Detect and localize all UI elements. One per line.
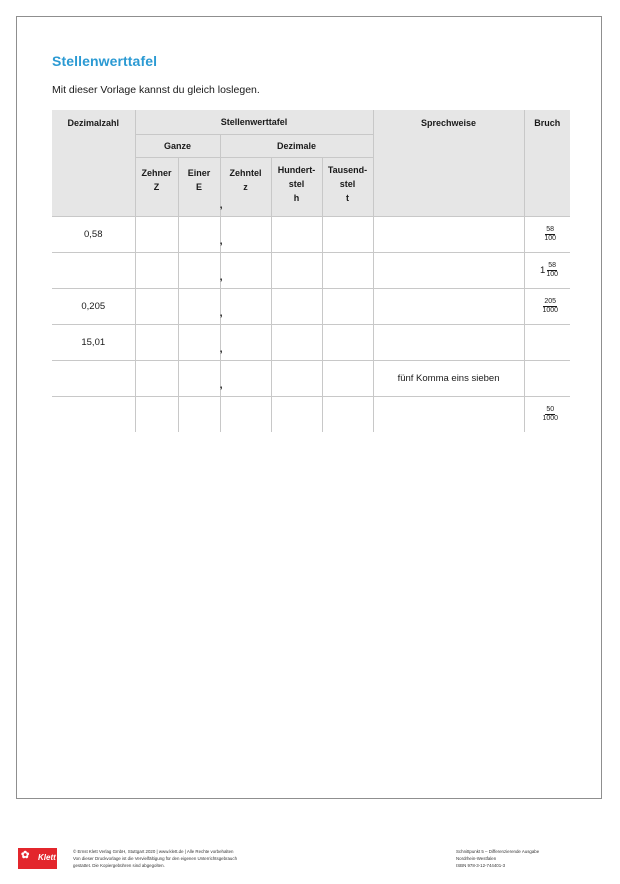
mixed-number xyxy=(540,262,558,279)
decimal-comma: , xyxy=(219,308,223,319)
cell-hundertstel xyxy=(271,397,322,433)
mixed-number-whole: 1 xyxy=(540,265,546,276)
header-bruch: Bruch xyxy=(524,110,570,217)
cell-sprechweise xyxy=(373,253,524,289)
fraction-numerator: 58 xyxy=(546,226,555,233)
cell-dezimalzahl: 15,01 xyxy=(52,325,135,361)
table-row xyxy=(52,217,570,253)
cell-tausendstel xyxy=(322,397,373,433)
klett-logo xyxy=(18,848,57,869)
cell-zehntel xyxy=(220,289,271,325)
fraction xyxy=(542,406,558,423)
decimal-comma: , xyxy=(219,380,223,391)
page-footer xyxy=(18,846,578,870)
cell-zehner xyxy=(135,325,178,361)
cell-bruch xyxy=(524,397,570,433)
klett-logo-text: Klett xyxy=(38,853,56,862)
cell-sprechweise xyxy=(373,217,524,253)
place-value-table xyxy=(52,110,570,432)
cell-bruch xyxy=(524,253,570,289)
fraction-numerator: 50 xyxy=(546,406,555,413)
header-dezimalzahl: Dezimalzahl xyxy=(52,110,135,217)
page-title: Stellenwerttafel xyxy=(52,53,158,69)
header-hundertstel-abbr: h xyxy=(293,193,300,203)
cell-zehntel xyxy=(220,361,271,397)
decimal-comma: , xyxy=(219,200,223,211)
cell-hundertstel xyxy=(271,361,322,397)
decimal-comma: , xyxy=(219,344,223,355)
cell-zehner xyxy=(135,397,178,433)
cell-einer xyxy=(178,253,223,289)
decimal-comma: , xyxy=(219,236,223,247)
cell-dezimalzahl xyxy=(52,397,135,433)
header-tausendstel xyxy=(322,158,373,217)
footer-line: Nordrhein-Westfalen xyxy=(456,856,497,861)
header-tausendstel-line1: Tausend- xyxy=(327,165,368,175)
cell-tausendstel xyxy=(322,325,373,361)
fraction-numerator: 205 xyxy=(544,298,557,305)
footer-book-info xyxy=(456,848,596,869)
header-hundertstel xyxy=(271,158,322,217)
cell-hundertstel xyxy=(271,325,322,361)
header-zehntel xyxy=(220,158,271,217)
table-row xyxy=(52,289,570,325)
header-sprechweise: Sprechweise xyxy=(373,110,524,217)
cell-hundertstel xyxy=(271,253,322,289)
cell-tausendstel xyxy=(322,361,373,397)
klett-leaf-icon: ✿ xyxy=(21,850,30,861)
fraction-denominator: 100 xyxy=(544,235,557,242)
cell-dezimalzahl: 0,58 xyxy=(52,217,135,253)
table-row xyxy=(52,253,570,289)
header-tausendstel-abbr: t xyxy=(346,193,350,203)
cell-einer xyxy=(178,397,220,433)
cell-zehner xyxy=(135,361,178,397)
header-hundertstel-line1: Hundert- xyxy=(277,165,316,175)
footer-line: Schnittpunkt 5 – Differenzierende Ausgabe xyxy=(456,849,540,854)
table-row xyxy=(52,361,570,397)
cell-sprechweise xyxy=(373,397,524,433)
cell-einer xyxy=(178,289,223,325)
cell-zehntel xyxy=(220,397,271,433)
cell-dezimalzahl xyxy=(52,361,135,397)
header-einer-name: Einer xyxy=(187,168,211,178)
fraction-numerator: 58 xyxy=(548,262,557,269)
cell-sprechweise xyxy=(373,325,524,361)
cell-dezimalzahl: 0,205 xyxy=(52,289,135,325)
header-tausendstel-line2: stel xyxy=(339,179,356,189)
footer-line: ISBN 978-3-12-744401-3 xyxy=(456,863,506,868)
footer-copyright xyxy=(73,848,313,869)
cell-tausendstel xyxy=(322,253,373,289)
fraction xyxy=(546,262,558,279)
header-zehner-name: Zehner xyxy=(141,168,172,178)
cell-tausendstel xyxy=(322,217,373,253)
footer-line: gestattet. Die Kopiergebühren sind abgegolten. xyxy=(73,863,165,868)
cell-bruch xyxy=(524,289,570,325)
fraction-denominator: 100 xyxy=(546,271,559,278)
cell-hundertstel xyxy=(271,217,322,253)
cell-zehner xyxy=(135,253,178,289)
cell-sprechweise xyxy=(373,289,524,325)
cell-zehner xyxy=(135,289,178,325)
cell-tausendstel xyxy=(322,289,373,325)
table-row xyxy=(52,397,570,433)
header-einer xyxy=(178,158,223,217)
intro-text: Mit dieser Vorlage kannst du gleich loslegen. xyxy=(52,84,260,96)
cell-sprechweise: fünf Komma eins sieben xyxy=(373,361,524,397)
header-zehner xyxy=(135,158,178,217)
header-zehntel-name: Zehntel xyxy=(229,168,262,178)
fraction-denominator: 1000 xyxy=(542,307,559,314)
cell-zehntel xyxy=(220,325,271,361)
cell-einer xyxy=(178,325,223,361)
cell-bruch xyxy=(524,361,570,397)
cell-zehner xyxy=(135,217,178,253)
header-zehntel-abbr: z xyxy=(243,182,248,192)
fraction xyxy=(542,298,558,315)
footer-line: Von dieser Druckvorlage ist die Vervielfältigung für den eigenen Unterrichtsgebrauch xyxy=(73,856,238,861)
cell-einer xyxy=(178,361,223,397)
header-dezimale: Dezimale xyxy=(220,135,373,158)
fraction xyxy=(544,226,556,243)
fraction-denominator: 1000 xyxy=(542,415,559,422)
header-stellenwerttafel: Stellenwerttafel xyxy=(135,110,373,135)
cell-zehntel xyxy=(220,217,271,253)
table-row xyxy=(52,325,570,361)
decimal-comma: , xyxy=(219,272,223,283)
cell-dezimalzahl xyxy=(52,253,135,289)
cell-zehntel xyxy=(220,253,271,289)
cell-bruch xyxy=(524,217,570,253)
cell-hundertstel xyxy=(271,289,322,325)
cell-einer xyxy=(178,217,223,253)
footer-line: © Ernst Klett Verlag GmbH, Stuttgart 2020 | www.klett.de | Alle Rechte vorbehalten xyxy=(73,849,234,854)
header-zehner-abbr: Z xyxy=(153,182,160,192)
header-einer-abbr: E xyxy=(195,182,202,192)
cell-bruch xyxy=(524,325,570,361)
header-hundertstel-line2: stel xyxy=(288,179,305,189)
header-ganze: Ganze xyxy=(135,135,220,158)
